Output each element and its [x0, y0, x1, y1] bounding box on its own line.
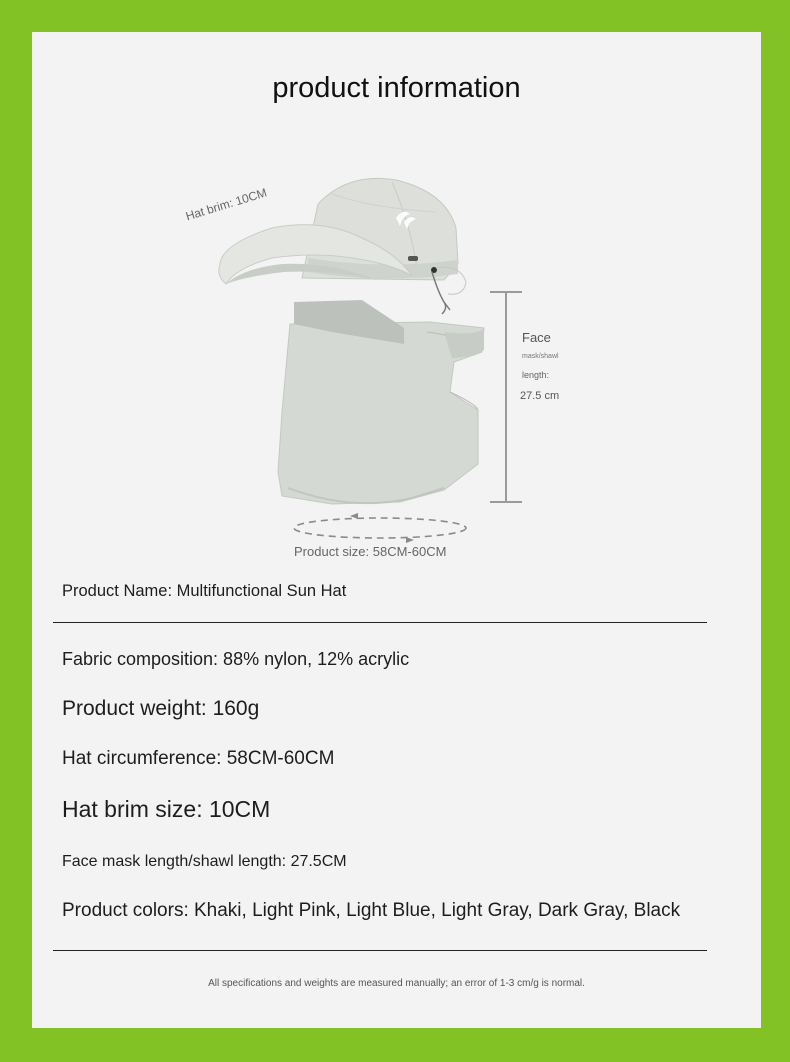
product-size-label: Product size: 58CM-60CM	[294, 544, 447, 559]
brim-label: Hat brim: 10CM	[184, 185, 269, 224]
spec-brim-size: Hat brim size: 10CM	[62, 796, 271, 822]
spec-product-name: Product Name: Multifunctional Sun Hat	[62, 582, 347, 600]
mask-shawl-label: mask/shawl	[522, 353, 559, 360]
divider-top	[53, 622, 707, 623]
spec-circumference: Hat circumference: 58CM-60CM	[62, 748, 335, 769]
length-value: 27.5 cm	[520, 390, 560, 402]
divider-bottom	[53, 950, 707, 951]
sun-hat-illustration	[32, 32, 761, 572]
hat-figure	[32, 32, 761, 572]
spec-colors: Product colors: Khaki, Light Pink, Light Blue, Light Gray, Dark Gray, Black	[62, 900, 681, 921]
spec-weight: Product weight: 160g	[62, 697, 260, 720]
product-info-panel	[32, 32, 761, 1028]
measurement-note: All specifications and weights are measured manually; an error of 1-3 cm/g is normal.	[208, 978, 585, 989]
face-label: Face	[522, 330, 551, 345]
length-label: length:	[522, 370, 550, 380]
spec-mask-length: Face mask length/shawl length: 27.5CM	[62, 853, 347, 870]
spec-fabric: Fabric composition: 88% nylon, 12% acrylic	[62, 649, 410, 669]
page-title: product information	[272, 72, 521, 104]
